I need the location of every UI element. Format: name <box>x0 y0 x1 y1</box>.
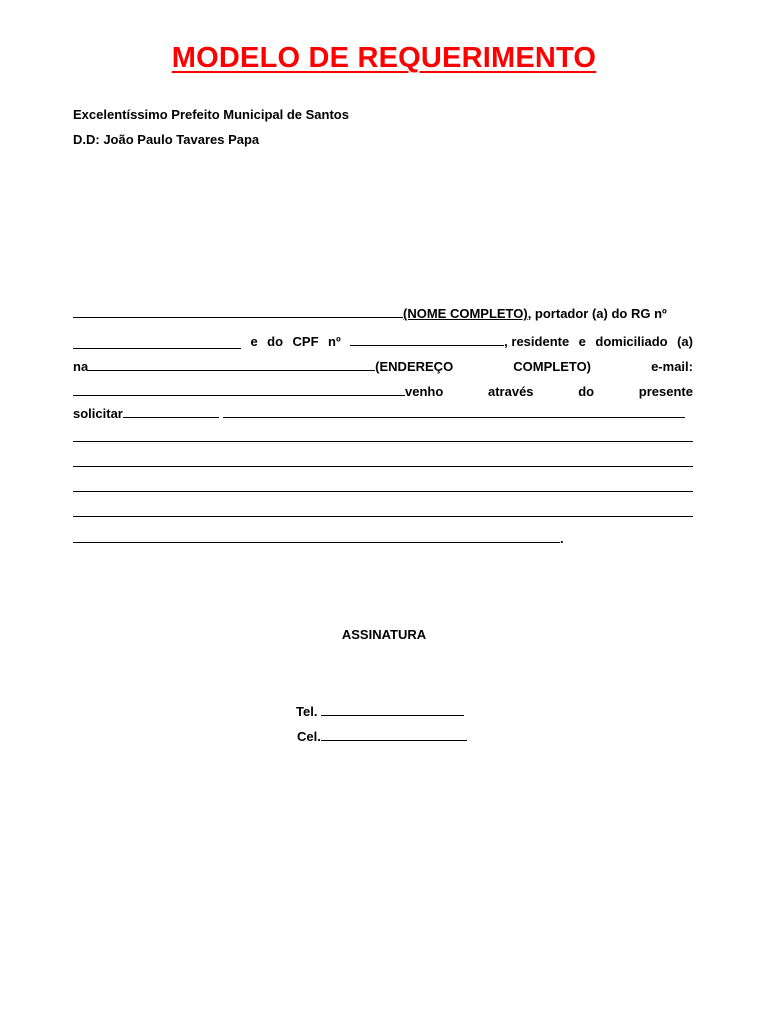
form-line-final <box>73 529 693 549</box>
a-word: (a) <box>677 334 693 349</box>
form-line-4 <box>73 379 693 399</box>
venho-word: venho <box>405 384 444 399</box>
solicitar-word: solicitar <box>73 406 123 421</box>
request-line-3[interactable] <box>73 491 693 492</box>
form-line-3 <box>73 354 693 374</box>
request-line-2[interactable] <box>73 466 693 467</box>
e-word: e <box>250 334 258 349</box>
tel-row <box>296 702 464 719</box>
request-blank-a[interactable] <box>123 404 219 418</box>
form-line-1 <box>73 304 693 324</box>
email-word: e-mail: <box>651 359 693 374</box>
do2-word: do <box>578 384 595 399</box>
request-blank-b[interactable] <box>223 404 685 418</box>
endereco-word: (ENDEREÇO <box>375 359 454 374</box>
cpf-word: CPF <box>292 334 319 349</box>
rg-blank[interactable] <box>73 335 241 349</box>
email-blank[interactable] <box>73 382 405 396</box>
request-line-1[interactable] <box>73 441 693 442</box>
request-line-4[interactable] <box>73 516 693 517</box>
address-blank[interactable] <box>88 357 375 371</box>
no-word: nº <box>328 334 341 349</box>
recipient-name: D.D: João Paulo Tavares Papa <box>73 132 260 147</box>
residente-word: , residente <box>504 334 570 349</box>
atraves-word: através <box>487 384 534 399</box>
recipient-title: Excelentíssimo Prefeito Municipal de Santos <box>73 107 349 122</box>
final-period: . <box>560 531 564 546</box>
cpf-blank[interactable] <box>350 332 504 346</box>
tel-label: Tel. <box>296 704 318 719</box>
completo-word: COMPLETO) <box>513 359 592 374</box>
nome-label: (NOME COMPLETO) <box>403 306 528 321</box>
domiciliado-word: domiciliado <box>595 334 668 349</box>
name-blank[interactable] <box>73 304 403 318</box>
signature-label: ASSINATURA <box>341 627 427 642</box>
e2-word: e <box>578 334 586 349</box>
do-word: do <box>267 334 284 349</box>
form-line-2 <box>73 329 693 349</box>
cel-blank[interactable] <box>321 727 467 741</box>
cel-row <box>297 727 467 744</box>
na-word: na <box>73 359 89 374</box>
portador-text: , portador (a) do RG nº <box>527 306 667 321</box>
tel-blank[interactable] <box>321 702 464 716</box>
request-line-5[interactable] <box>73 529 560 543</box>
page-title: MODELO DE REQUERIMENTO <box>171 42 597 74</box>
presente-word: presente <box>638 384 693 399</box>
cel-label: Cel. <box>297 729 321 744</box>
form-line-5 <box>73 404 693 424</box>
